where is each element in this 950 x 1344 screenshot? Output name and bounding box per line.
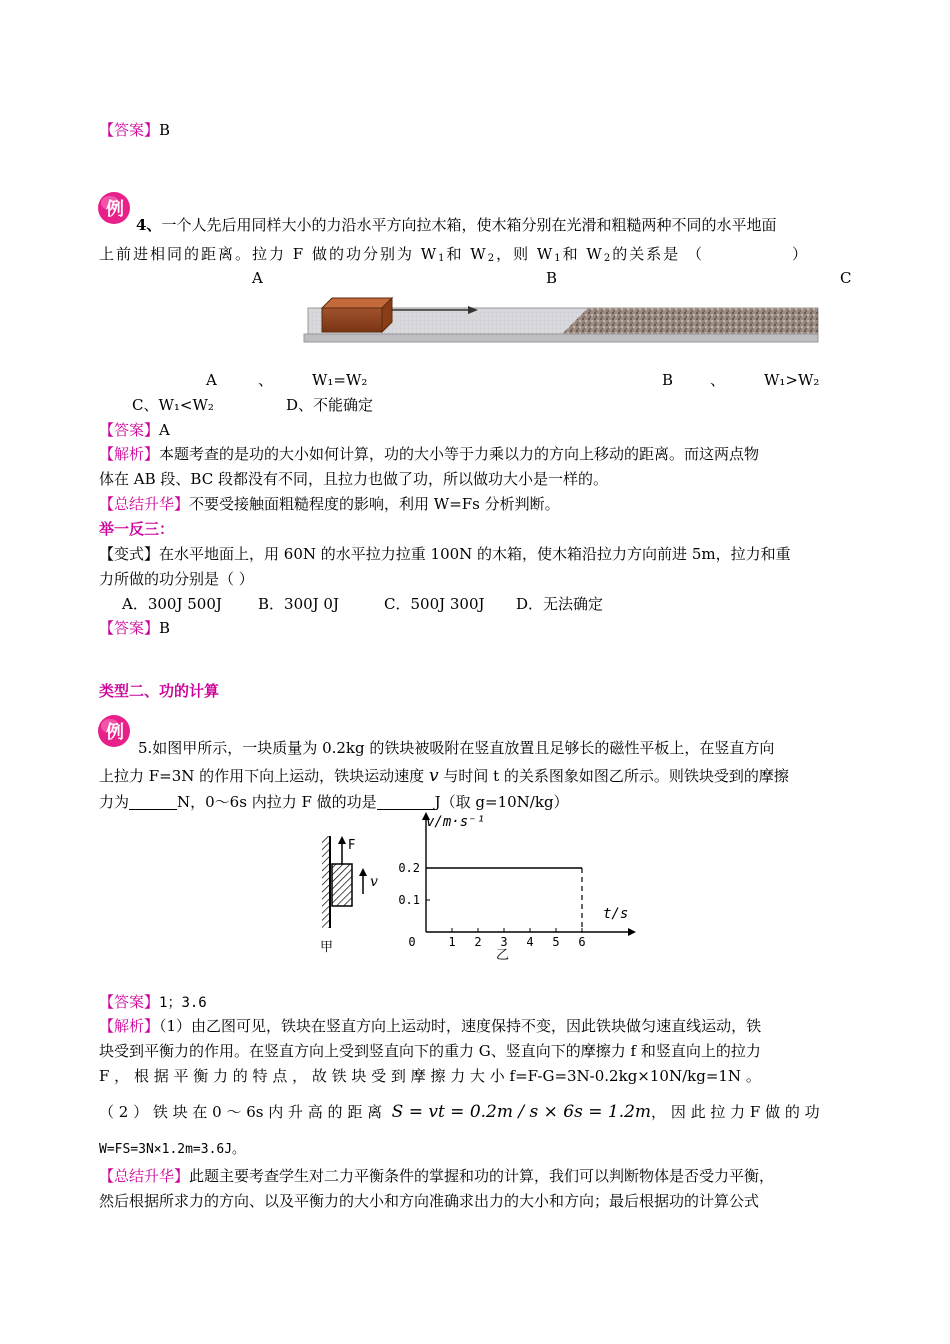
chart-ylabel: v/m·s⁻¹	[426, 814, 486, 830]
figure-yi-caption: 乙	[496, 948, 510, 963]
q5-answer: 【答案】1；3.6	[99, 993, 207, 1011]
x-tick-label: 2	[474, 935, 482, 949]
variant-option-a: A．300J 500J	[122, 595, 222, 613]
q5-analysis-3: F ， 根 据 平 衡 力 的 特 点 ， 故 铁 块 受 到 摩 擦 力 大 小 f=F-G=3N-0.2kg×10N/kg=1N 。	[99, 1067, 761, 1085]
q3-answer-line	[99, 120, 170, 140]
y-tick-label: 0.2	[398, 861, 420, 875]
variant-line1: 【变式】在水平地面上，用 60N 的水平拉力拉重 100N 的木箱，使木箱沿拉力方向前进 5m，拉力和重	[99, 545, 791, 563]
variant-option-b: B．300J 0J	[258, 595, 339, 613]
option-a-text: W₁=W₂	[312, 371, 368, 389]
box-track-illustration	[300, 288, 822, 348]
point-label-c: C	[840, 269, 852, 287]
q5-analysis-1: 【解析】（1）由乙图可见，铁块在竖直方向上运动时，速度保持不变，因此铁块做匀速直线运动，铁	[99, 1017, 762, 1035]
x-tick-label: 1	[448, 935, 456, 949]
q5-line3: 力为 N，0～6s 内拉力 F 做的功是 J（取 g=10N/kg）	[99, 793, 569, 811]
q5-analysis-4: （ 2 ） 铁 块 在 0 ～ 6s 内 升 高 的 距 离 S = vt = 0.2m / s × 6s = 1.2m， 因 此 拉 力 F 做 的 功	[99, 1102, 820, 1122]
q4-analysis-2: 体在 AB 段、BC 段都没有不同，且拉力也做了功，所以做功大小是一样的。	[99, 470, 608, 488]
figure-jia-caption: 甲	[320, 940, 334, 955]
q5-line1: 5.如图甲所示，一块质量为 0.2kg 的铁块被吸附在竖直放置且足够长的磁性平板上，在竖直方向	[138, 739, 775, 757]
option-b-letter: B	[662, 371, 674, 389]
q5-line2: 上拉力 F=3N 的作用下向上运动，铁块运动速度 v 与时间 t 的关系图象如图乙所示。则铁块受到的摩擦	[99, 766, 789, 786]
chart-xlabel: t/s	[603, 906, 629, 922]
velocity-label: v	[370, 874, 378, 890]
y-tick-label: 0.1	[398, 893, 420, 907]
q5-analysis-5: W=FS=3N×1.2m=3.6J。	[99, 1142, 246, 1157]
variant-option-d: D．无法确定	[516, 595, 604, 613]
q5-summary-1: 【总结升华】此题主要考查学生对二力平衡条件的掌握和功的计算，我们可以判断物体是否受力平衡，	[99, 1167, 775, 1185]
drill-title: 举一反三：	[99, 520, 175, 538]
q4-analysis-1: 【解析】本题考查的是功的大小如何计算，功的大小等于力乘以力的方向上移动的距离。而这两点物	[99, 445, 760, 463]
point-label-b: B	[546, 269, 558, 287]
chart-series	[426, 868, 582, 932]
option-c: C、W₁<W₂	[132, 396, 214, 414]
q4-line1: 4、一个人先后用同样大小的力沿水平方向拉木箱，使木箱分别在光滑和粗糙两种不同的水平地面	[136, 216, 777, 234]
point-label-a: A	[252, 269, 263, 287]
q5-analysis-2: 块受到平衡力的作用。在竖直方向上受到竖直向下的重力 G、竖直向下的摩擦力 f 和竖直向上的拉力	[99, 1042, 761, 1060]
distance-formula: S = vt = 0.2m / s × 6s = 1.2m	[391, 1102, 652, 1122]
q4-line2: 上前进相同的距离。拉力 F 做的功分别为 $W_1$和 $W_2$，则 $W_1$和 $W_2$的关系是 （ ）	[99, 245, 809, 264]
option-a-sep: 、	[258, 371, 274, 389]
answer-blank-1[interactable]	[129, 795, 177, 810]
x-tick-label: 0	[408, 935, 416, 949]
q4-answer: 【答案】A	[99, 421, 170, 439]
variant-option-c: C．500J 300J	[384, 595, 485, 613]
option-d: D、不能确定	[286, 396, 374, 414]
svg-text:例: 例	[106, 199, 124, 220]
answer-value: B	[159, 121, 171, 139]
q4-summary: 【总结升华】不要受接触面粗糙程度的影响，利用 W=Fs 分析判断。	[99, 495, 560, 513]
example-badge-icon	[97, 190, 133, 226]
variant-answer: 【答案】B	[99, 619, 171, 637]
option-b-sep: 、	[710, 371, 726, 389]
svg-text:例: 例	[106, 722, 124, 743]
example-badge-icon	[97, 713, 133, 749]
answer-tag: 【答案】	[99, 121, 160, 139]
option-b-text: W₁>W₂	[764, 371, 820, 389]
x-tick-label: 6	[578, 935, 586, 949]
q5-summary-2: 然后根据所求力的方向、以及平衡力的大小和方向准确求出力的大小和方向；最后根据功的计算公式	[99, 1192, 760, 1210]
option-a-letter: A	[206, 371, 217, 389]
variant-line2: 力所做的功分别是（ ）	[99, 570, 254, 588]
x-tick-label: 3	[500, 935, 508, 949]
section-title-type2: 类型二、功的计算	[99, 682, 220, 700]
velocity-time-chart	[390, 808, 640, 968]
force-label: F	[348, 838, 356, 853]
x-axis-arrow	[628, 928, 636, 936]
x-tick-label: 4	[526, 935, 534, 949]
x-tick-label: 5	[552, 935, 560, 949]
